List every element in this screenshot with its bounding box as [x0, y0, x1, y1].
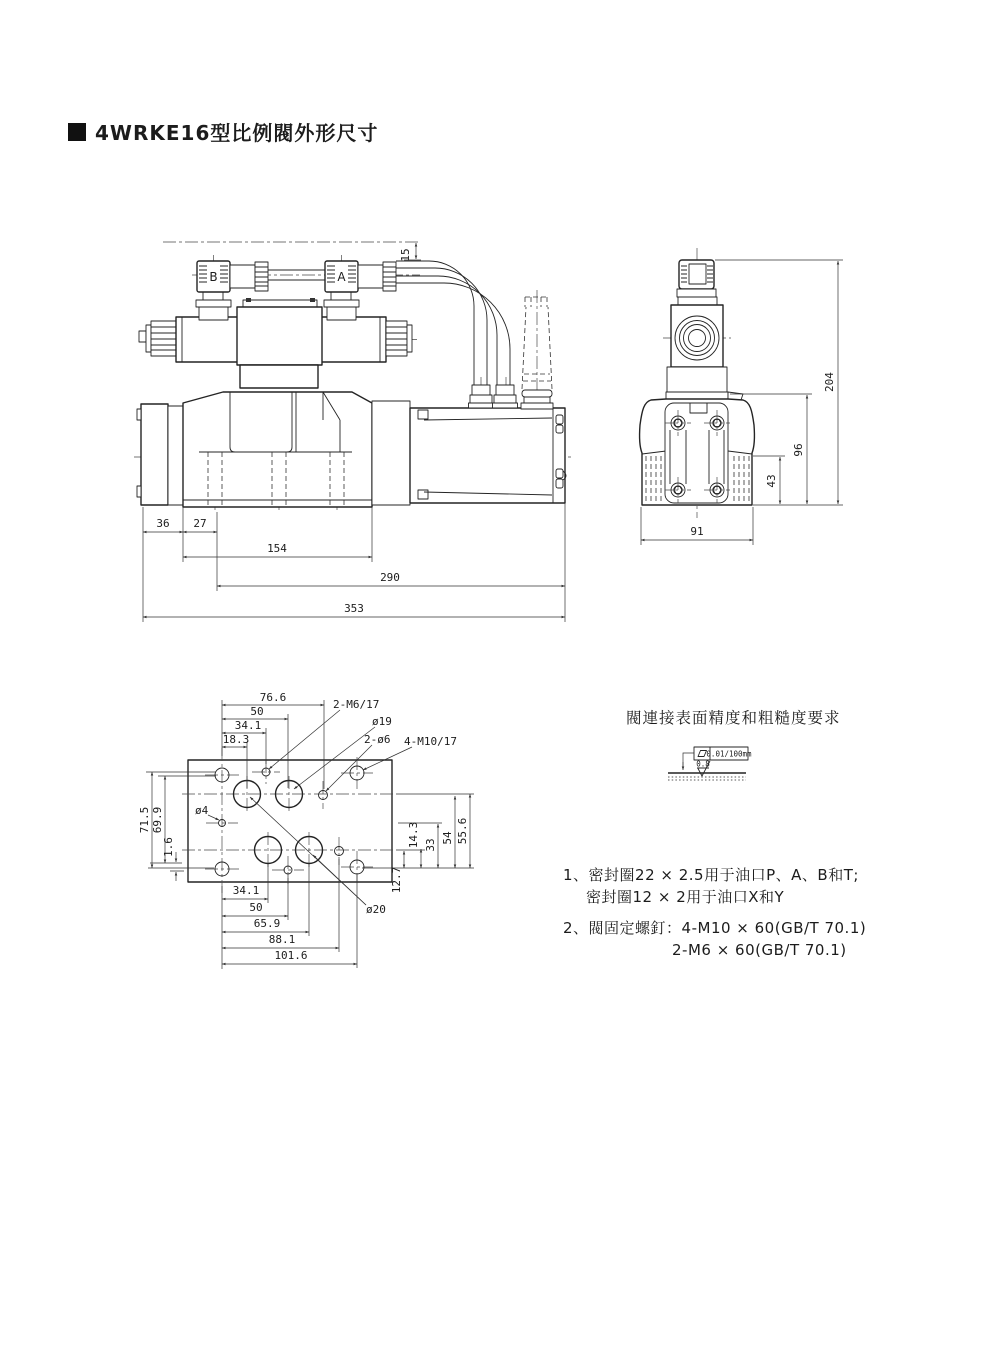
dim-353: 353: [344, 602, 364, 615]
mounting-surface-view: [138, 691, 474, 969]
dim-55.6: 55.6: [456, 817, 469, 845]
dim-50-top: 50: [250, 705, 264, 718]
side-coil: [671, 305, 723, 367]
pilot-valve-body: [237, 307, 322, 365]
surface-finish-symbol: [668, 747, 752, 780]
label-d4: ø4: [195, 804, 209, 817]
right-knurl-cap: [386, 321, 407, 356]
connector-b: [197, 261, 268, 292]
note-screws-1: 2、閥固定螺釘：4-M10 × 60(GB/T 70.1): [563, 919, 867, 937]
dim-54: 54: [441, 831, 454, 845]
side-view: [640, 248, 843, 545]
dim-1.6: 1.6: [162, 837, 175, 857]
flatness-icon: [698, 751, 707, 757]
front-view: [134, 242, 572, 622]
label-d19: ø19: [372, 715, 392, 728]
dim-36: 36: [156, 517, 170, 530]
surface-spec-title: 閥連接表面精度和粗糙度要求: [626, 709, 841, 727]
dim-14.3: 14.3: [407, 821, 420, 849]
roughness-value: 0.8: [696, 759, 710, 769]
cable-gland-2: [493, 385, 518, 408]
label-2-d6: 2-ø6: [364, 733, 391, 746]
dim-15: 15: [399, 248, 412, 262]
page-title-text: 4WRKE16型比例閥外形尺寸: [95, 121, 379, 145]
dim-50-bottom: 50: [249, 901, 263, 914]
dim-71.5: 71.5: [138, 806, 151, 834]
dim-91: 91: [690, 525, 704, 538]
dim-34.1-bottom: 34.1: [232, 884, 260, 897]
left-end-cap: [141, 404, 168, 505]
dim-290: 290: [380, 571, 400, 584]
flatness-value: 0.01/100mm: [706, 749, 752, 759]
dim-27: 27: [193, 517, 207, 530]
dim-154: 154: [267, 542, 287, 555]
electronics-box: [410, 408, 565, 503]
main-valve-body: [183, 392, 372, 507]
note-seal-2: 密封圈12 × 2用于油口X和Y: [586, 888, 785, 906]
dim-43: 43: [765, 474, 778, 488]
dim-34.1-top: 34.1: [234, 719, 262, 732]
coil-label-a: A: [337, 270, 346, 284]
round-connector: [522, 390, 552, 397]
dim-33: 33: [424, 838, 437, 852]
cable-gland-1: [469, 385, 494, 408]
coil-label-b: B: [209, 270, 218, 284]
dim-96: 96: [792, 443, 805, 457]
dim-88.1: 88.1: [268, 933, 296, 946]
dim-69.9: 69.9: [151, 806, 164, 834]
label-d20: ø20: [366, 903, 386, 916]
label-4-m10-17: 4-M10/17: [404, 735, 457, 748]
label-2-m6-17: 2-M6/17: [333, 698, 380, 711]
connector-a: [325, 261, 396, 292]
dim-101.6: 101.6: [274, 949, 308, 962]
left-knurl-cap: [151, 321, 176, 356]
dim-18.3: 18.3: [222, 733, 250, 746]
dim-12.7: 12.7: [390, 866, 403, 894]
dim-65.9: 65.9: [253, 917, 281, 930]
dim-204: 204: [823, 372, 836, 392]
note-seal-1: 1、密封圈22 × 2.5用于油口P、A、B和T;: [563, 866, 859, 884]
note-screws-2: 2-M6 × 60(GB/T 70.1): [672, 941, 847, 959]
dim-76.6: 76.6: [259, 691, 287, 704]
